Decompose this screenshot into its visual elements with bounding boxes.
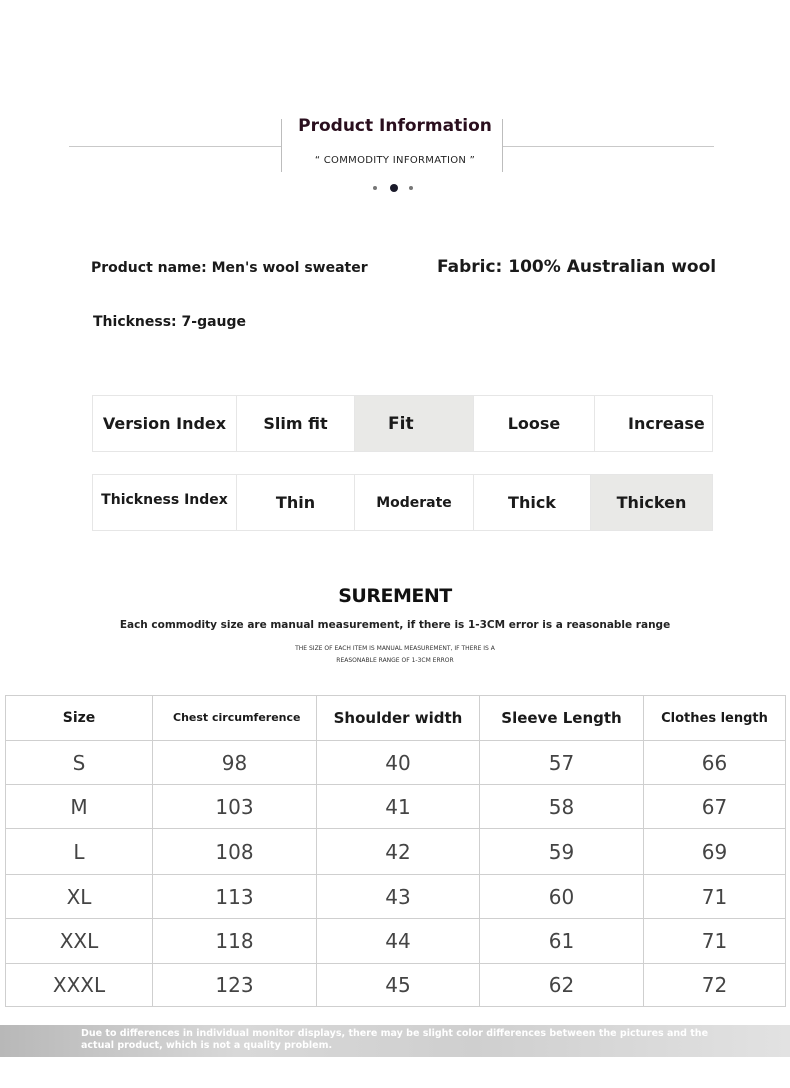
chest-cell: 113: [153, 875, 317, 919]
table-row: [6, 919, 786, 964]
sleeve-cell: 57: [480, 741, 644, 785]
measurement-title: SUREMENT: [338, 585, 452, 607]
dot-indicator-active: [390, 184, 398, 192]
size-cell: L: [6, 829, 153, 875]
size-cell: XL: [6, 875, 153, 919]
version-index-label: Version Index: [93, 396, 237, 452]
shoulder-cell: 45: [317, 964, 480, 1007]
version-option-fit: Fit: [355, 396, 474, 452]
version-index-table: [92, 395, 713, 452]
header-chest-circumference: Chest circumference: [153, 696, 317, 741]
size-cell: XXXL: [6, 964, 153, 1007]
size-table-header-row: [6, 696, 786, 741]
footer-disclaimer: Due to differences in individual monitor displays, there may be slight color differences between the pictures and the actual product, which is not a quality problem.: [81, 1028, 709, 1051]
thickness-option-thicken: Thicken: [591, 475, 713, 531]
header-shoulder-width: Shoulder width: [317, 696, 480, 741]
product-thickness: Thickness: 7-gauge: [93, 314, 247, 330]
sleeve-cell: 58: [480, 785, 644, 829]
length-cell: 71: [644, 919, 786, 964]
length-cell: 67: [644, 785, 786, 829]
measurement-note: Each commodity size are manual measurement, if there is 1-3CM error is a reasonable range: [119, 619, 671, 631]
measurement-note-small-line1: THE SIZE OF EACH ITEM IS MANUAL MEASUREMENT, IF THERE IS A: [295, 645, 495, 652]
table-row: [6, 875, 786, 919]
shoulder-cell: 42: [317, 829, 480, 875]
size-cell: XXL: [6, 919, 153, 964]
chest-cell: 123: [153, 964, 317, 1007]
thickness-index-table: [92, 474, 713, 531]
version-option-loose: Loose: [474, 396, 595, 452]
sleeve-cell: 62: [480, 964, 644, 1007]
table-row: [6, 741, 786, 785]
dot-indicator-left: [373, 186, 377, 190]
chest-cell: 103: [153, 785, 317, 829]
chest-cell: 98: [153, 741, 317, 785]
chest-cell: 118: [153, 919, 317, 964]
product-fabric: Fabric: 100% Australian wool: [437, 257, 717, 277]
length-cell: 71: [644, 875, 786, 919]
header-sleeve-length: Sleeve Length: [480, 696, 644, 741]
length-cell: 66: [644, 741, 786, 785]
table-row: [6, 964, 786, 1007]
product-name: Product name: Men's wool sweater: [91, 260, 368, 276]
thickness-option-moderate: Moderate: [355, 475, 474, 531]
thickness-option-thin: Thin: [237, 475, 355, 531]
table-row: [6, 785, 786, 829]
header-size: Size: [6, 696, 153, 741]
thickness-index-label: Thickness Index: [93, 475, 237, 531]
shoulder-cell: 40: [317, 741, 480, 785]
version-option-slim-fit: Slim fit: [237, 396, 355, 452]
length-cell: 72: [644, 964, 786, 1007]
sleeve-cell: 59: [480, 829, 644, 875]
version-option-increase: Increase: [595, 396, 713, 452]
measurement-note-small-line2: REASONABLE RANGE OF 1-3CM ERROR: [336, 657, 454, 664]
page-subtitle: “ COMMODITY INFORMATION ”: [314, 155, 476, 166]
footer-banner: [0, 1025, 790, 1057]
header-clothes-length: Clothes length: [644, 696, 786, 741]
shoulder-cell: 41: [317, 785, 480, 829]
length-cell: 69: [644, 829, 786, 875]
header-line-left: [69, 146, 281, 147]
thickness-option-thick: Thick: [474, 475, 591, 531]
size-cell: M: [6, 785, 153, 829]
table-row: [6, 829, 786, 875]
dot-indicator-right: [409, 186, 413, 190]
page-title: Product Information: [298, 116, 492, 136]
header-line-right: [502, 146, 714, 147]
size-table: [5, 695, 786, 1007]
shoulder-cell: 44: [317, 919, 480, 964]
sleeve-cell: 61: [480, 919, 644, 964]
shoulder-cell: 43: [317, 875, 480, 919]
size-cell: S: [6, 741, 153, 785]
chest-cell: 108: [153, 829, 317, 875]
sleeve-cell: 60: [480, 875, 644, 919]
